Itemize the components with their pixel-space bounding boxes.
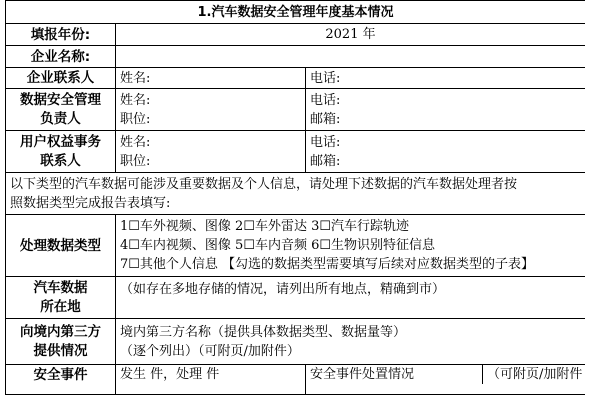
year-row — [6, 24, 586, 46]
data-types-line3[interactable]: 7☐其他个人信息 【勾选的数据类型需要填写后续对应数据类型的子表】 — [120, 257, 535, 272]
instruction-line2: 照数据类型完成报告表填写: — [10, 195, 171, 211]
security-manager-contact-cell — [306, 89, 586, 131]
incident-attachment-note[interactable]: （可附页/加附件 — [487, 367, 583, 382]
contact-label: 企业联系人 — [6, 68, 116, 89]
rights-contact-name-field[interactable]: 姓名: — [120, 134, 151, 150]
data-types-row — [6, 215, 586, 277]
rights-contact-contact-cell — [306, 131, 586, 173]
storage-label-line2: 所在地 — [40, 298, 81, 315]
data-types-label: 处理数据类型 — [6, 215, 116, 277]
third-party-label — [6, 319, 116, 365]
security-manager-label — [6, 89, 116, 131]
year-label: 填报年份: — [6, 24, 116, 46]
security-manager-phone-field[interactable]: 电话: — [310, 92, 341, 108]
security-manager-position-field[interactable]: 职位: — [120, 111, 151, 127]
security-manager-name-cell — [116, 89, 306, 131]
company-row — [6, 46, 586, 68]
contact-phone-field[interactable]: 电话: — [306, 68, 586, 89]
third-party-cell — [116, 319, 586, 365]
rights-contact-email-field[interactable]: 邮箱: — [310, 153, 341, 169]
data-types-line1[interactable]: 1☐车外视频、图像 2☐车外雷达 3☐汽车行踪轨迹 — [120, 219, 410, 234]
data-types-cell — [116, 215, 586, 277]
rights-contact-label-line1: 用户权益事务 — [20, 133, 101, 150]
company-value[interactable] — [116, 46, 586, 68]
contact-row — [6, 68, 586, 89]
incident-count-cell[interactable]: 发生 件，处理 件 — [116, 365, 306, 395]
rights-contact-row — [6, 131, 586, 173]
security-manager-email-field[interactable]: 邮箱: — [310, 111, 341, 127]
rights-contact-phone-field[interactable]: 电话: — [310, 134, 341, 150]
storage-cell[interactable]: （如存在多地存储的情况，请列出所有地点，精确到市） — [116, 277, 586, 319]
year-value[interactable]: 2021 年 — [116, 24, 586, 46]
incident-row — [6, 365, 586, 395]
third-party-label-line1: 向境内第三方 — [20, 323, 101, 340]
third-party-row — [6, 319, 586, 365]
data-types-line2[interactable]: 4☐车内视频、图像 5☐车内音频 6☐生物识别特征信息 — [120, 238, 436, 253]
security-manager-row — [6, 89, 586, 131]
instruction-line1: 以下类型的汽车数据可能涉及重要数据及个人信息，请处理下述数据的汽车数据处理者按 — [10, 176, 518, 192]
third-party-label-line2: 提供情况 — [33, 342, 88, 359]
storage-row — [6, 277, 586, 319]
rights-contact-name-cell — [116, 131, 306, 173]
security-manager-name-field[interactable]: 姓名: — [120, 92, 151, 108]
report-table — [5, 0, 585, 395]
security-manager-label-line1: 数据安全管理 — [20, 91, 101, 108]
incident-handling-cell — [306, 365, 586, 395]
rights-contact-label — [6, 131, 116, 173]
rights-contact-label-line2: 联系人 — [40, 152, 81, 169]
storage-label-line1: 汽车数据 — [33, 279, 88, 296]
title-row — [6, 1, 586, 24]
security-manager-label-line2: 负责人 — [40, 110, 81, 127]
instruction-row — [6, 173, 586, 215]
third-party-line2[interactable]: （逐个列出）（可附页/加附件） — [120, 343, 300, 359]
incident-label: 安全事件 — [6, 365, 116, 395]
third-party-line1[interactable]: 境内第三方名称（提供具体数据类型、数据量等） — [120, 324, 407, 340]
company-label: 企业名称: — [6, 46, 116, 68]
form-frame — [5, 0, 585, 400]
rights-contact-position-field[interactable]: 职位: — [120, 153, 151, 169]
storage-label — [6, 277, 116, 319]
contact-name-field[interactable]: 姓名: — [116, 68, 306, 89]
incident-handling-label: 安全事件处置情况 — [306, 365, 483, 384]
instruction-cell — [6, 173, 586, 215]
form-title: 1.汽车数据安全管理年度基本情况 — [6, 1, 586, 24]
